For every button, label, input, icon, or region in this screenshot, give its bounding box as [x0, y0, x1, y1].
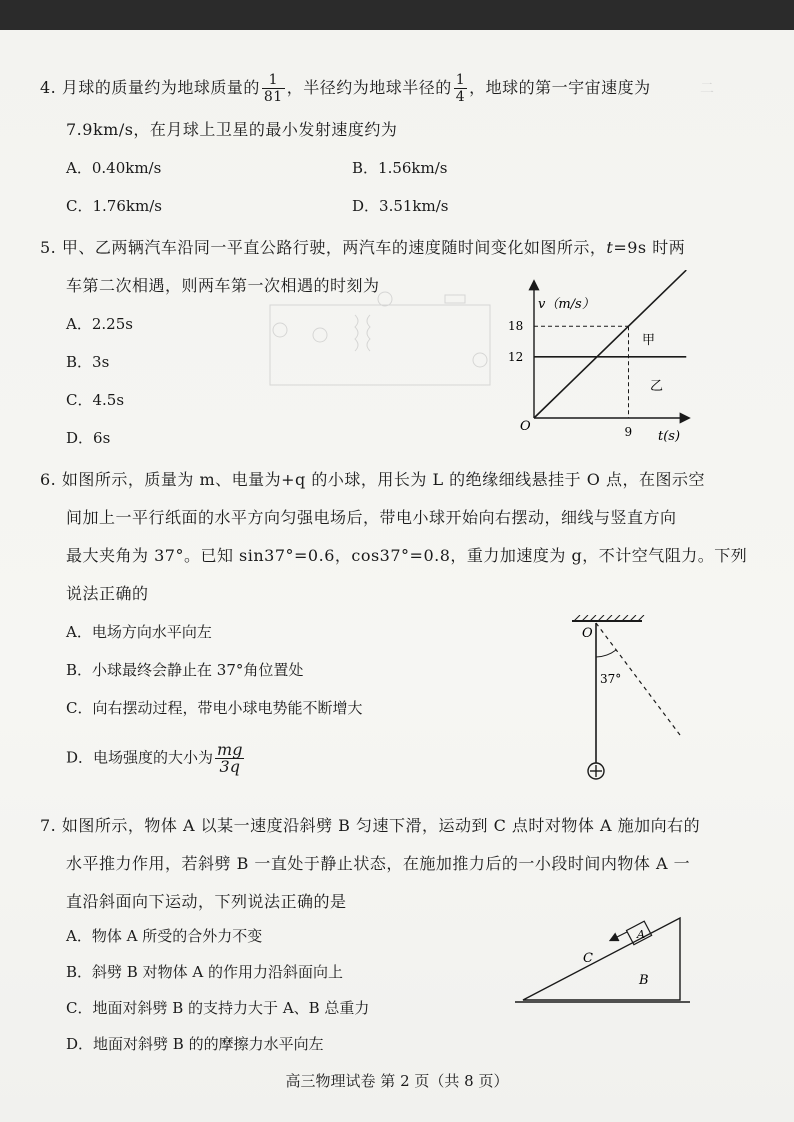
q5-text-a: 甲、乙两辆汽车沿同一平直公路行驶，两汽车的速度随时间变化如图所示，: [61, 238, 607, 257]
option-text: 电场强度的大小为: [93, 748, 214, 767]
q7-option-a[interactable]: [66, 926, 262, 946]
wedge-b-label: B: [639, 973, 649, 988]
q4-text-b: ，半径约为地球半径的: [286, 78, 452, 97]
q6-option-b[interactable]: [66, 660, 303, 680]
q6-line3: 最大夹角为 37°。已知 sin37°=0.6，cos37°=0.8，重力加速度为 g，不计空气阻力。下列: [66, 546, 748, 565]
series-yi-label: 乙: [650, 379, 664, 394]
block-a-label: A: [637, 928, 645, 941]
y-tick-18: 18: [508, 319, 524, 334]
option-text: 3s: [92, 353, 110, 371]
option-text: 物体 A 所受的合外力不变: [91, 927, 263, 945]
q6-line2: 间加上一平行纸面的水平方向匀强电场后，带电小球开始向右摆动，细线与竖直方向: [66, 508, 677, 527]
q7-text: 如图所示，物体 A 以某一速度沿斜劈 B 匀速下滑，运动到 C 点时对物体 A 施加向右的: [61, 816, 701, 835]
bleed-through-circuit: [260, 285, 510, 395]
frac-num: 1: [262, 72, 285, 89]
option-text: 0.40km/s: [91, 159, 162, 177]
q4-option-a[interactable]: [66, 158, 161, 178]
q4-line1: [40, 72, 651, 105]
x-axis-label: t(s): [658, 429, 681, 444]
option-text: 2.25s: [91, 315, 133, 333]
option-label: D．: [66, 748, 94, 767]
exam-page: [0, 30, 794, 1122]
point-o-label: O: [582, 626, 593, 641]
option-text: 斜劈 B 对物体 A 的作用力沿斜面向上: [92, 963, 343, 981]
series-jia-line: [534, 270, 686, 418]
option-text: 1.76km/s: [92, 197, 162, 215]
q4-option-d[interactable]: [352, 196, 449, 216]
point-c-label: C: [583, 951, 593, 966]
q6-option-c[interactable]: [66, 698, 363, 718]
q7-line3: 直沿斜面向下运动，下列说法正确的是: [66, 892, 347, 911]
option-label: C．: [66, 999, 93, 1017]
frac-den: 3q: [219, 757, 240, 776]
option-text: 电场方向水平向左: [91, 623, 212, 641]
page-footer: 高三物理试卷 第 2 页（共 8 页）: [285, 1072, 509, 1090]
option-label: B．: [66, 353, 93, 371]
q5-vt-graph: [500, 270, 700, 450]
q5-option-d[interactable]: [66, 428, 110, 448]
option-label: C．: [66, 197, 93, 215]
series-jia-label: 甲: [642, 333, 656, 348]
q7-number: 7.: [40, 816, 57, 835]
q4-option-c[interactable]: [66, 196, 162, 216]
option-text: 地面对斜劈 B 的的摩擦力水平向左: [93, 1035, 324, 1053]
q4-fraction-mass: [262, 72, 285, 105]
q6-line4: 说法正确的: [66, 584, 149, 603]
q4-number: 4.: [40, 78, 57, 97]
option-label: D．: [66, 1035, 94, 1053]
q7-line1: [40, 816, 700, 836]
q6-text: 如图所示，质量为 m、电量为+q 的小球，用长为 L 的绝缘细线悬挂于 O 点，在图示空: [61, 470, 705, 489]
q6-pendulum-figure: [560, 615, 700, 795]
q5-option-b[interactable]: [66, 352, 109, 372]
q6-number: 6.: [40, 470, 57, 489]
bleed-through-text: 二: [700, 81, 714, 97]
option-label: A．: [66, 927, 92, 945]
q7-incline-figure: [515, 910, 695, 1010]
option-label: B．: [66, 661, 93, 679]
option-text: 6s: [93, 429, 111, 447]
q7-line2: 水平推力作用，若斜劈 B 一直处于静止状态，在施加推力后的一小段时间内物体 A 一: [66, 854, 691, 873]
angle-arc: [596, 650, 616, 657]
wedge-b: [523, 918, 680, 1000]
x-tick-9: 9: [624, 425, 633, 439]
option-text: 1.56km/s: [378, 159, 448, 177]
velocity-arrow: [611, 932, 627, 940]
q6-option-d[interactable]: [66, 742, 246, 775]
q5-option-c[interactable]: [66, 390, 124, 410]
option-label: D．: [352, 197, 380, 215]
q7-option-c[interactable]: [66, 998, 369, 1018]
q6-line1: [40, 470, 705, 490]
q4-text-c: ，地球的第一宇宙速度为: [469, 78, 651, 97]
option-text: 向右摆动过程，带电小球电势能不断增大: [92, 699, 363, 717]
option-label: C．: [66, 391, 93, 409]
frac-den: 4: [455, 89, 466, 105]
q5-number: 5.: [40, 238, 57, 257]
option-text: 小球最终会静止在 37°角位置处: [92, 661, 304, 679]
frac-num: 1: [455, 72, 466, 88]
q4-option-b[interactable]: [352, 158, 448, 178]
option-text: 4.5s: [92, 391, 125, 409]
angle-label: 37°: [600, 672, 622, 686]
q5-line2: 车第二次相遇，则两车第一次相遇的时刻为: [66, 276, 380, 295]
option-label: B．: [352, 159, 379, 177]
option-label: A．: [66, 623, 92, 641]
option-label: D．: [66, 429, 94, 447]
q5-option-a[interactable]: [66, 314, 133, 334]
option-text: 地面对斜劈 B 的支持力大于 A、B 总重力: [92, 999, 370, 1017]
q5-text-c: =9s 时两: [613, 238, 686, 257]
frac-den: 81: [263, 89, 283, 105]
q5-line1: [40, 238, 685, 258]
option-label: A．: [66, 315, 92, 333]
q7-option-d[interactable]: [66, 1034, 324, 1054]
option-label: C．: [66, 699, 93, 717]
q4-text-a: 月球的质量约为地球质量的: [61, 78, 260, 97]
option-text: 3.51km/s: [379, 197, 449, 215]
q6-option-a[interactable]: [66, 622, 212, 642]
q5-var-t: t: [606, 238, 614, 257]
option-label: B．: [66, 963, 93, 981]
q7-option-b[interactable]: [66, 962, 343, 982]
origin-label: O: [520, 419, 531, 434]
q4-line2: 7.9km/s，在月球上卫星的最小发射速度约为: [66, 120, 398, 139]
option-label: A．: [66, 159, 92, 177]
q4-fraction-radius: [454, 72, 467, 105]
frac-num: mg: [217, 740, 243, 759]
y-axis-label: v（m/s）: [538, 297, 595, 312]
y-tick-12: 12: [508, 349, 524, 364]
q6-fraction-field: [215, 742, 244, 775]
